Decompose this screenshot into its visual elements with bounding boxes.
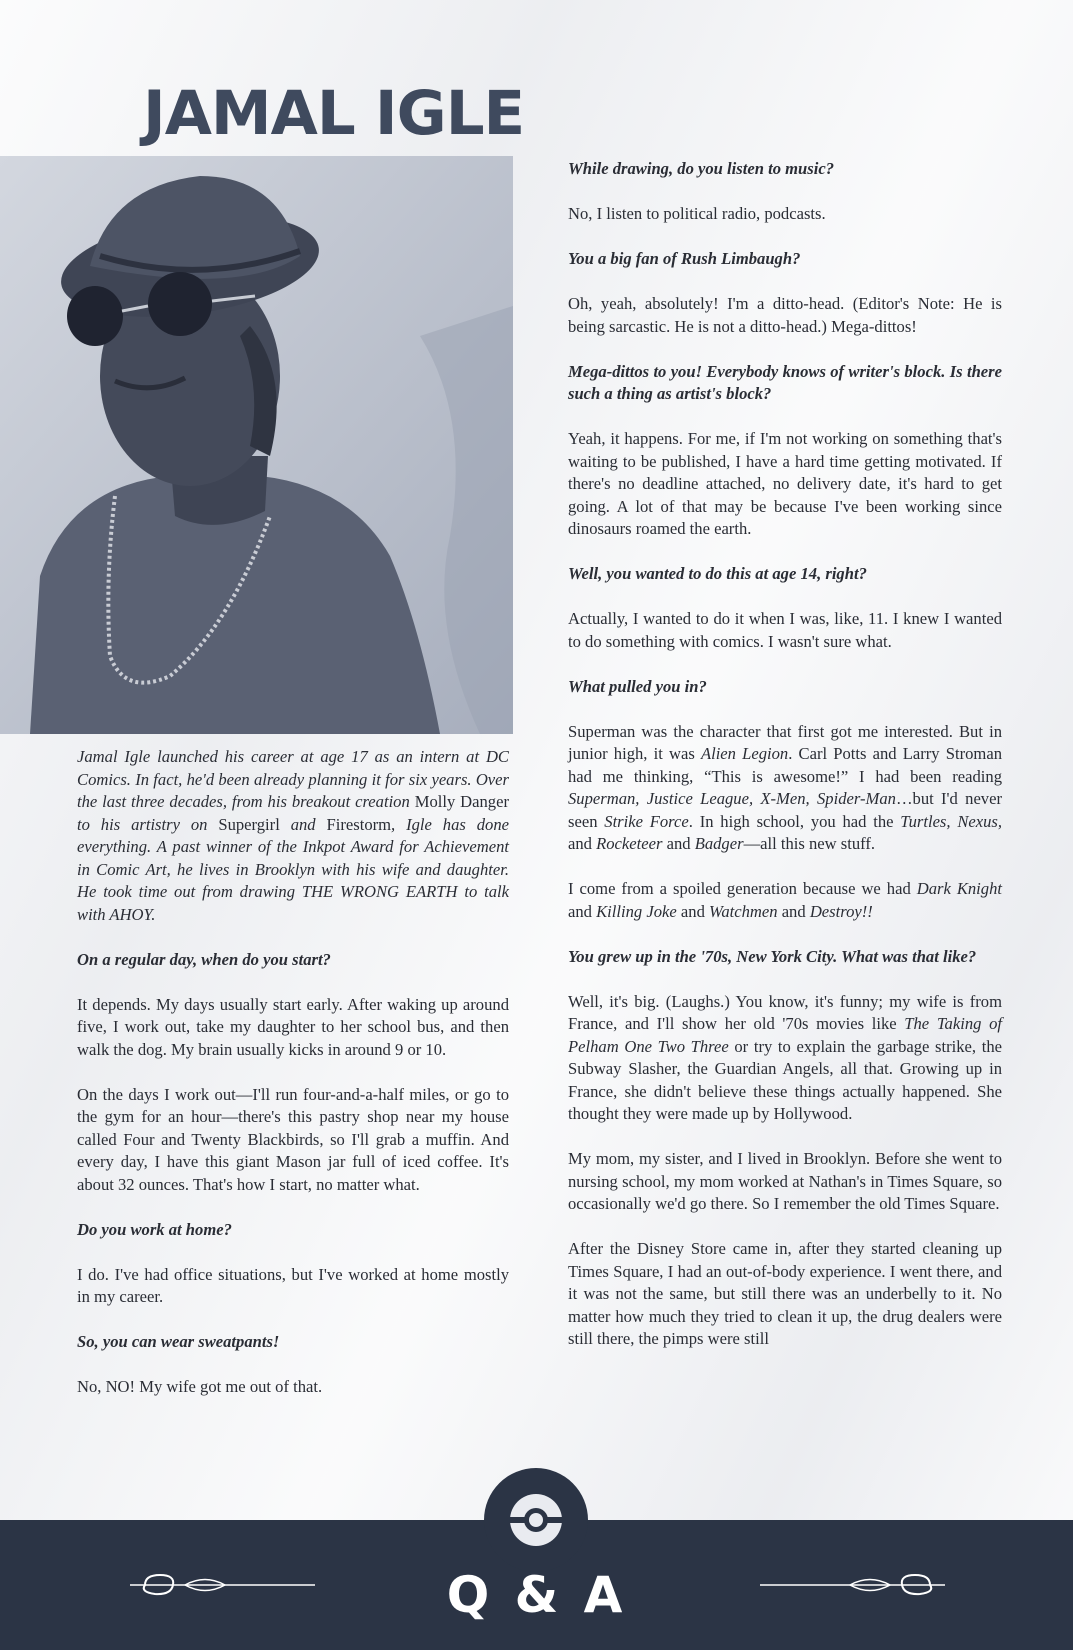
answer: My mom, my sister, and I lived in Brooklyn. Before she went to nursing school, my mom worked at Nathan's in Times Square, so occasionally we'd go there. So I remember the old Times Square.	[568, 1149, 1002, 1213]
answer: It depends. My days usually start early. After waking up around five, I work out, take my daughter to her school bus, and then walk the dog. My brain usually kicks in around 9 or 10.	[77, 994, 509, 1059]
question: You a big fan of Rush Limbaugh?	[568, 249, 801, 268]
answer: Superman was the character that first got me interested. But in junior high, it was Alien Legion. Carl Potts and Larry Stroman had me thinking, “This is awesome!” I had been reading Superman, Justice League, X-Men, Spider-Man…but I'd never seen Strike Force. In high school, you had the Turtles, Nexus, and Rocketeer and Badger—all this new stuff.	[568, 721, 1003, 853]
answer: I come from a spoiled generation because we had Dark Knight and Killing Joke and Watchmen and Destroy!!	[568, 879, 1003, 921]
question: Do you work at home?	[77, 1219, 232, 1239]
question: So, you can wear sweatpants!	[77, 1332, 280, 1351]
answer: No, NO! My wife got me out of that.	[77, 1377, 323, 1396]
answer: Actually, I wanted to do it when I was, like, 11. I knew I wanted to do something with comics. I wasn't sure what.	[568, 609, 1002, 651]
logo-icon	[484, 1468, 588, 1572]
question: Well, you wanted to do this at age 14, right?	[568, 564, 867, 583]
question: On a regular day, when do you start?	[77, 949, 331, 969]
question: While drawing, do you listen to music?	[568, 159, 835, 178]
right-column	[568, 158, 1002, 1351]
question: You grew up in the '70s, New York City. What was that like?	[568, 946, 977, 966]
answer: After the Disney Store came in, after they started cleaning up Times Square, I had an out-of-body experience. I went there, and it was not the same, but still there was an underbelly to it. No matter how much they tried to clean it up, the drug dealers were still there, the pimps were still	[568, 1239, 1002, 1348]
answer: On the days I work out—I'll run four-and-a-half miles, or go to the gym for an hour—there's this pastry shop near my house called Four and Twenty Blackbirds, so I'll grab a muffin. And every day, I have this giant Mason jar full of iced coffee. It's about 32 ounces. That's how I start, no matter what.	[77, 1084, 509, 1194]
answer: Yeah, it happens. For me, if I'm not working on something that's waiting to be published, I have a hard time getting motivated. If there's no deadline attached, no delivery date, it's hard to get going. A lot of that may be because I've been working since dinosaurs roamed the earth.	[568, 429, 1002, 538]
question: Mega-dittos to you! Everybody knows of writer's block. Is there such a thing as artist's block?	[568, 361, 1002, 403]
page-title: JAMAL IGLE	[143, 78, 525, 149]
answer: No, I listen to political radio, podcasts.	[568, 204, 826, 223]
intro-paragraph: Jamal Igle launched his career at age 17 as an intern at DC Comics. In fact, he'd been already planning it for six years. Over the last three decades, from his breakout creation Molly Danger to his artistry on Supergirl and Firestorm, Igle has done everything. A past winner of the Inkpot Award for Achievement in Comic Art, he lives in Brooklyn with his wife and daughter. He took time out from drawing THE WRONG EARTH to talk with AHOY.	[77, 747, 510, 924]
left-column	[77, 746, 509, 1421]
footer-label: Q & A	[446, 1566, 627, 1624]
portrait-photo	[0, 156, 513, 734]
question: What pulled you in?	[568, 676, 707, 696]
footer-badge	[484, 1468, 588, 1572]
portrait-illustration	[0, 156, 513, 734]
answer: Oh, yeah, absolutely! I'm a ditto-head. (Editor's Note: He is being sarcastic. He is not a ditto-head.) Mega-dittos!	[568, 294, 1002, 336]
answer: Well, it's big. (Laughs.) You know, it's funny; my wife is from France, and I'll show her old '70s movies like The Taking of Pelham One Two Three or try to explain the garbage strike, the Subway Slasher, the Guardian Angels, all that. Growing up in France, she didn't believe these things actually happened. She thought they were made up by Hollywood.	[568, 991, 1002, 1123]
answer: I do. I've had office situations, but I've worked at home mostly in my career.	[77, 1264, 509, 1306]
